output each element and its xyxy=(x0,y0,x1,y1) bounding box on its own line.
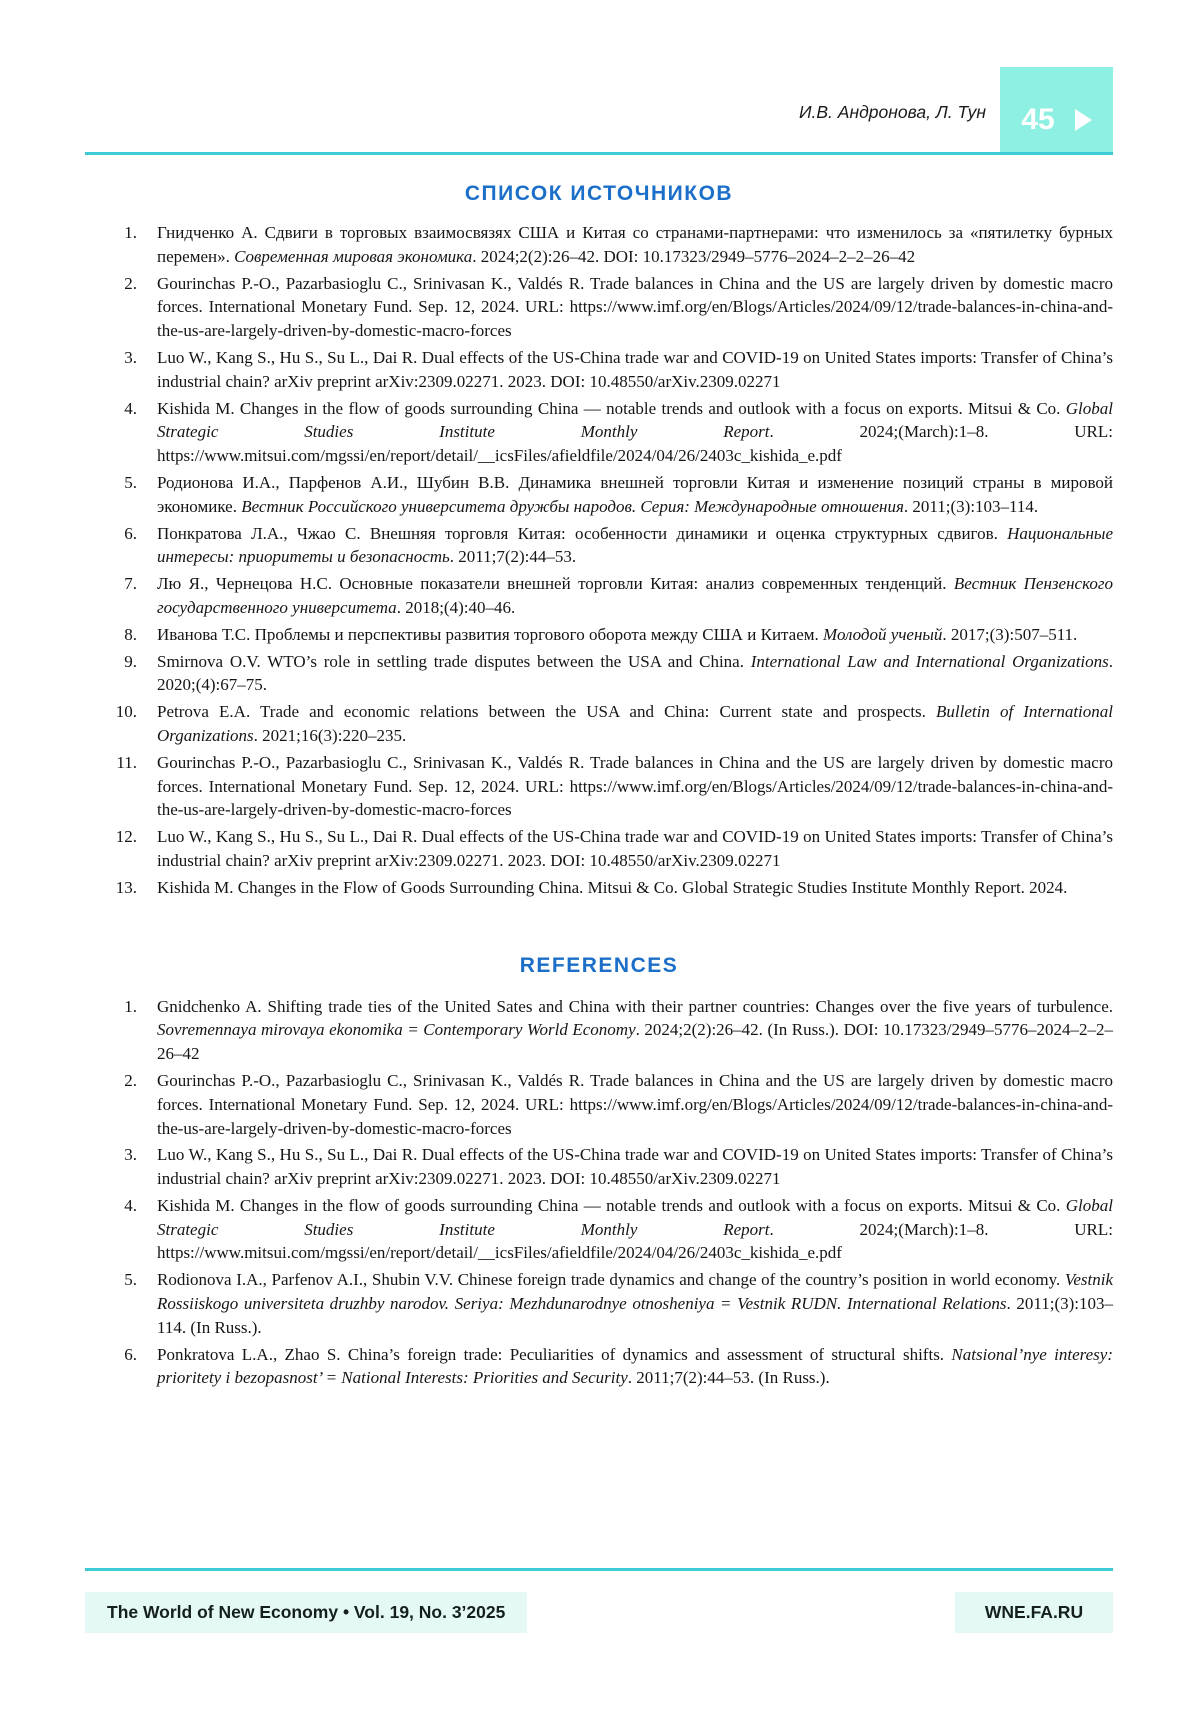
page-number: 45 xyxy=(1021,103,1055,136)
footer-divider xyxy=(85,1568,1113,1571)
header-authors: И.В. Андронова, Л. Тун xyxy=(799,102,986,122)
reference-item: Kishida M. Changes in the flow of goods surrounding China — notable trends and outlook with a focus on exports. Mitsui & Co. Global Strategic Studies Institute Monthly Report. 2024;(March):1–8. URL: https://www.mitsui.com/mgssi/en/report/detail/__icsFiles/afieldfile/2024/04/26/2403c_kishida_e.pdf xyxy=(157,1195,1113,1263)
reference-item: Гнидченко А. Сдвиги в торговых взаимосвязях США и Китая со странами-партнерами: что изменилось за «пятилетку бурных перемен». Современная мировая экономика. 2024;2(2):26–42. DOI: 10.17323/2949–5776–2024–2–2–26–42 xyxy=(157,223,1113,266)
reference-item: Petrova E.A. Trade and economic relations between the USA and China: Current state and prospects. Bulletin of International Organizations. 2021;16(3):220–235. xyxy=(157,702,1113,745)
reference-item: Gourinchas P.-O., Pazarbasioglu C., Srinivasan K., Valdés R. Trade balances in China and the US are largely driven by domestic macro forces. International Monetary Fund. Sep. 12, 2024. URL: https://www.imf.org/en/Blogs/Articles/2024/09/12/trade-balances-in-china-and-the-us-are-largely-driven-by-domestic-macro-forces xyxy=(157,1070,1113,1138)
page-number-badge xyxy=(1000,67,1113,153)
reference-item: Gnidchenko A. Shifting trade ties of the United Sates and China with their partner countries: Changes over the five years of turbulence. Sovremennaya mirovaya ekonomika = Contemporary World Economy. 2024;2(2):26–42. (In Russ.). DOI: 10.17323/2949–5776–2024–2–2–26–42 xyxy=(157,996,1114,1064)
references-list xyxy=(85,995,1113,1391)
reference-item: Gourinchas P.-O., Pazarbasioglu C., Srinivasan K., Valdés R. Trade balances in China and the US are largely driven by domestic macro forces. International Monetary Fund. Sep. 12, 2024. URL: https://www.imf.org/en/Blogs/Articles/2024/09/12/trade-balances-in-china-and-the-us-are-largely-driven-by-domestic-macro-forces xyxy=(157,273,1113,341)
reference-item: Ponkratova L.A., Zhao S. China’s foreign trade: Peculiarities of dynamics and assessment of structural shifts. Natsional’nye interesy: prioritety i bezopasnost’ = National Interests: Priorities and Security. 2011;7(2):44–53. (In Russ.). xyxy=(157,1344,1113,1388)
reference-item: Лю Я., Чернецова Н.С. Основные показатели внешней торговли Китая: анализ современных тенденций. Вестник Пензенского государственного университета. 2018;(4):40–46. xyxy=(157,574,1114,617)
references-content xyxy=(85,182,1113,1393)
reference-item: Родионова И.А., Парфенов А.И., Шубин В.В. Динамика внешней торговли Китая и изменение позиций страны в мировой экономике. Вестник Российского университета дружбы народов. Серия: Международные отношения. 2011;(3):103–114. xyxy=(157,472,1113,516)
reference-item: Kishida M. Changes in the flow of goods surrounding China — notable trends and outlook with a focus on exports. Mitsui & Co. Global Strategic Studies Institute Monthly Report. 2024;(March):1–8. URL: https://www.mitsui.com/mgssi/en/report/detail/__icsFiles/afieldfile/2024/04/26/2403c_kishida_e.pdf xyxy=(157,398,1113,466)
reference-item: Rodionova I.A., Parfenov A.I., Shubin V.V. Chinese foreign trade dynamics and change of the country’s position in world economy. Vestnik Rossiiskogo universiteta druzhby narodov. Seriya: Mezhdunarodnye otnosheniya = Vestnik RUDN. International Relations. 2011;(3):103–114. (In Russ.). xyxy=(157,1270,1113,1337)
reference-item: Luo W., Kang S., Hu S., Su L., Dai R. Dual effects of the US-China trade war and COVID-19 on United States imports: Transfer of China’s industrial chain? arXiv preprint arXiv:2309.02271. 2023. DOI: 10.48550/arXiv.2309.02271 xyxy=(157,1145,1113,1189)
reference-item: Smirnova O.V. WTO’s role in settling trade disputes between the USA and China. International Law and International Organizations. 2020;(4):67–75. xyxy=(157,651,1114,695)
reference-item: Иванова Т.С. Проблемы и перспективы развития торгового оборота между США и Китаем. Молодой ученый. 2017;(3):507–511. xyxy=(157,624,1078,644)
reference-item: Luo W., Kang S., Hu S., Su L., Dai R. Dual effects of the US-China trade war and COVID-19 on United States imports: Transfer of China’s industrial chain? arXiv preprint arXiv:2309.02271. 2023. DOI: 10.48550/arXiv.2309.02271 xyxy=(157,827,1113,870)
sources-list xyxy=(85,221,1113,900)
header-divider xyxy=(85,152,1113,155)
footer-site-label: WNE.FA.RU xyxy=(955,1592,1113,1633)
footer-journal-label: The World of New Economy • Vol. 19, No. 3’2025 xyxy=(85,1592,527,1633)
sources-section-title: СПИСОК ИСТОЧНИКОВ xyxy=(464,182,734,205)
reference-item: Gourinchas P.-O., Pazarbasioglu C., Srinivasan K., Valdés R. Trade balances in China and the US are largely driven by domestic macro forces. International Monetary Fund. Sep. 12, 2024. URL: https://www.imf.org/en/Blogs/Articles/2024/09/12/trade-balances-in-china-and-the-us-are-largely-driven-by-domestic-macro-forces xyxy=(157,752,1113,820)
reference-item: Понкратова Л.А., Чжао С. Внешняя торговля Китая: особенности динамики и оценка структурных сдвигов. Национальные интересы: приоритеты и безопасность. 2011;7(2):44–53. xyxy=(157,523,1113,567)
triangle-right-icon xyxy=(1075,109,1092,131)
references-section-title: REFERENCES xyxy=(519,953,679,977)
reference-item: Kishida M. Changes in the Flow of Goods Surrounding China. Mitsui & Co. Global Strategic Studies Institute Monthly Report. 2024. xyxy=(157,877,1068,897)
reference-item: Luo W., Kang S., Hu S., Su L., Dai R. Dual effects of the US-China trade war and COVID-19 on United States imports: Transfer of China’s industrial chain? arXiv preprint arXiv:2309.02271. 2023. DOI: 10.48550/arXiv.2309.02271 xyxy=(157,347,1113,391)
